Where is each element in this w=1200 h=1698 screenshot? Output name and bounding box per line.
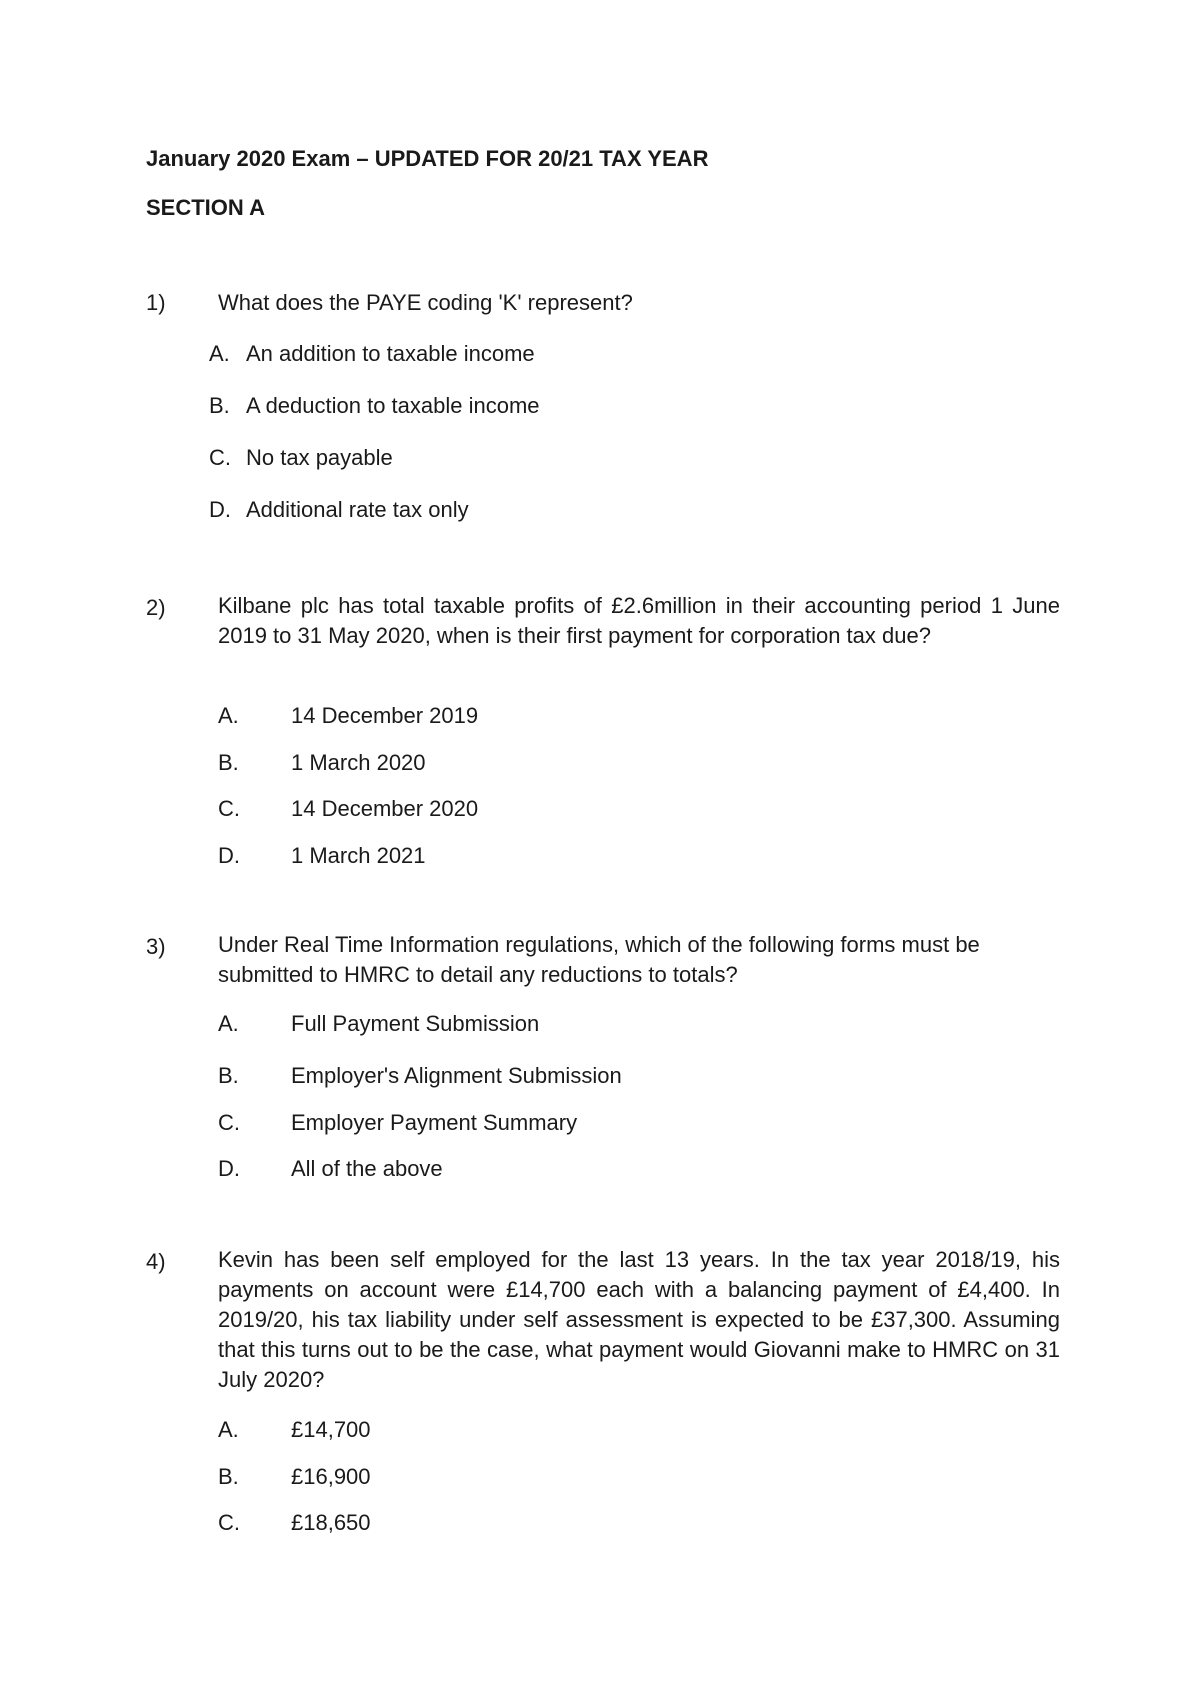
question-text: Under Real Time Information regulations, which of the following forms must be submitted to HMRC to detail any reductions to totals? <box>218 932 980 987</box>
option-text: Additional rate tax only <box>246 497 469 522</box>
option-letter: A. <box>218 703 239 728</box>
option-letter: A. <box>218 1011 239 1036</box>
option-text: 1 March 2021 <box>291 843 426 868</box>
option-text: An addition to taxable income <box>246 341 535 366</box>
option-letter: B. <box>218 750 239 775</box>
question-number: 2) <box>146 595 166 620</box>
option-letter: C. <box>209 445 231 470</box>
option-letter: B. <box>218 1063 239 1088</box>
option-letter: B. <box>218 1464 239 1489</box>
option-letter: D. <box>218 843 240 868</box>
option-letter: B. <box>209 393 230 418</box>
option-text: £14,700 <box>291 1417 371 1442</box>
section-heading: SECTION A <box>146 195 265 220</box>
option-text: Employer Payment Summary <box>291 1110 578 1135</box>
option-text: No tax payable <box>246 445 393 470</box>
option-text: 14 December 2019 <box>291 703 479 728</box>
option-text: A deduction to taxable income <box>246 393 540 418</box>
option-text: 1 March 2020 <box>291 750 426 775</box>
question-text: What does the PAYE coding 'K' represent? <box>218 290 633 315</box>
question-number: 1) <box>146 290 166 315</box>
option-letter: D. <box>209 497 231 522</box>
option-letter: A. <box>209 341 230 366</box>
option-text: Employer's Alignment Submission <box>291 1063 622 1088</box>
option-letter: C. <box>218 1510 240 1535</box>
option-text: Full Payment Submission <box>291 1011 540 1036</box>
option-letter: D. <box>218 1156 240 1181</box>
question-number: 4) <box>146 1249 166 1274</box>
question-number: 3) <box>146 934 166 959</box>
page-title: January 2020 Exam – UPDATED FOR 20/21 TAX YEAR <box>146 146 709 171</box>
option-text: 14 December 2020 <box>291 796 479 821</box>
question-text: Kevin has been self employed for the last 13 years. In the tax year 2018/19, his payments on account were £14,700 each with a balancing payment of £4,400. In 2019/20, his tax liability under self assessment is expected to be £37,300. Assuming that this turns out to be the case, what payment would Giovanni make to HMRC on 31 July 2020? <box>218 1247 1060 1392</box>
question-text: Kilbane plc has total taxable profits of £2.6million in their accounting period 1 June 2019 to 31 May 2020, when is their first payment for corporation tax due? <box>218 593 1060 648</box>
option-letter: A. <box>218 1417 239 1442</box>
option-text: All of the above <box>291 1156 443 1181</box>
option-letter: C. <box>218 796 240 821</box>
option-text: £18,650 <box>291 1510 371 1535</box>
option-letter: C. <box>218 1110 240 1135</box>
option-text: £16,900 <box>291 1464 371 1489</box>
